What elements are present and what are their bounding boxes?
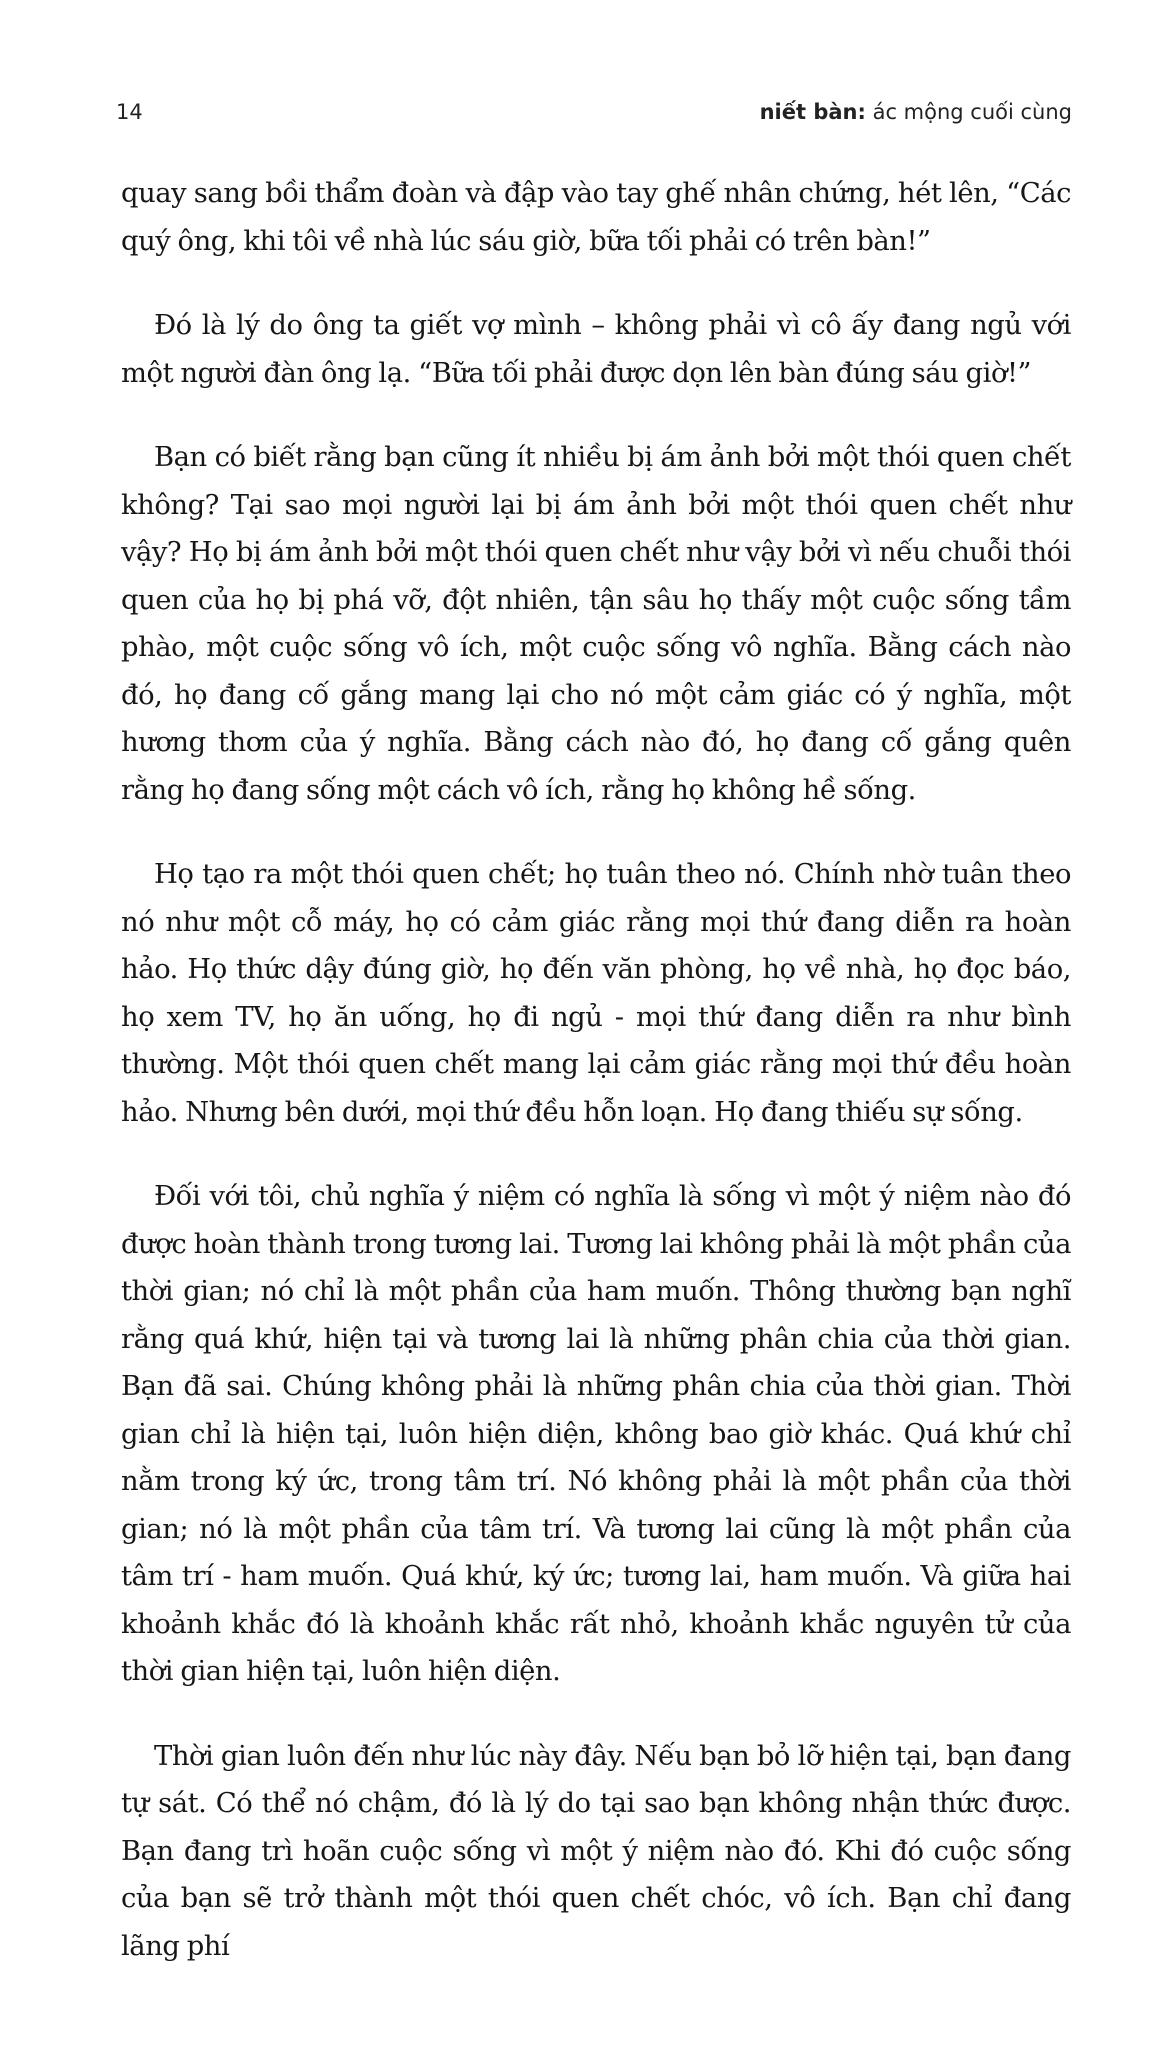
running-title [760,100,1072,124]
running-title-rest: ác mộng cuối cùng [865,100,1072,124]
paragraph-6: Thời gian luôn đến như lúc này đây. Nếu bạn bỏ lỡ hiện tại, bạn đang tự sát. Có thể nó chậm, đó là lý do tại sao bạn không nhận thức được. Bạn đang trì hoãn cuộc sống vì một ý niệm nào đó. Khi đó cuộc sống của bạn sẽ trở thành một thói quen chết chóc, vô ích. Bạn chỉ đang lãng phí [121,1740,1071,1962]
paragraph-3: Bạn có biết rằng bạn cũng ít nhiều bị ám ảnh bởi một thói quen chết không? Tại sao mọi người lại bị ám ảnh bởi một thói quen chết như vậy? Họ bị ám ảnh bởi một thói quen chết như vậy bởi vì nếu chuỗi thói quen của họ bị phá vỡ, đột nhiên, tận sâu họ thấy một cuộc sống tầm phào, một cuộc sống vô ích, một cuộc sống vô nghĩa. Bằng cách nào đó, họ đang cố gắng mang lại cho nó một cảm giác có ý nghĩa, một hương thơm của ý nghĩa. Bằng cách nào đó, họ đang cố gắng quên rằng họ đang sống một cách vô ích, rằng họ không hề sống. [121,442,1071,806]
paragraph-1: quay sang bồi thẩm đoàn và đập vào tay ghế nhân chứng, hét lên, “Các quý ông, khi tôi về nhà lúc sáu giờ, bữa tối phải có trên bàn!” [121,178,1071,257]
running-title-bold: niết bàn: [759,100,866,124]
paragraph-4: Họ tạo ra một thói quen chết; họ tuân theo nó. Chính nhờ tuân theo nó như một cỗ máy, họ có cảm giác rằng mọi thứ đang diễn ra hoàn hảo. Họ thức dậy đúng giờ, họ đến văn phòng, họ về nhà, họ đọc báo, họ xem TV, họ ăn uống, họ đi ngủ - mọi thứ đang diễn ra như bình thường. Một thói quen chết mang lại cảm giác rằng mọi thứ đều hoàn hảo. Nhưng bên dưới, mọi thứ đều hỗn loạn. Họ đang thiếu sự sống. [121,859,1071,1128]
paragraph-5: Đối với tôi, chủ nghĩa ý niệm có nghĩa là sống vì một ý niệm nào đó được hoàn thành trong tương lai. Tương lai không phải là một phần của thời gian; nó chỉ là một phần của ham muốn. Thông thường bạn nghĩ rằng quá khứ, hiện tại và tương lai là những phân chia của thời gian. Bạn đã sai. Chúng không phải là những phân chia của thời gian. Thời gian chỉ là hiện tại, luôn hiện diện, không bao giờ khác. Quá khứ chỉ nằm trong ký ức, trong tâm trí. Nó không phải là một phần của thời gian; nó là một phần của tâm trí. Và tương lai cũng là một phần của tâm trí - ham muốn. Quá khứ, ký ức; tương lai, ham muốn. Và giữa hai khoảnh khắc đó là khoảnh khắc rất nhỏ, khoảnh khắc nguyên tử của thời gian hiện tại, luôn hiện diện. [121,1181,1071,1687]
running-header [116,100,1072,132]
paragraph-2: Đó là lý do ông ta giết vợ mình – không phải vì cô ấy đang ngủ với một người đàn ông lạ. “Bữa tối phải được dọn lên bàn đúng sáu giờ!” [121,310,1071,389]
body-text [121,170,1071,2007]
page-number: 14 [116,100,143,124]
